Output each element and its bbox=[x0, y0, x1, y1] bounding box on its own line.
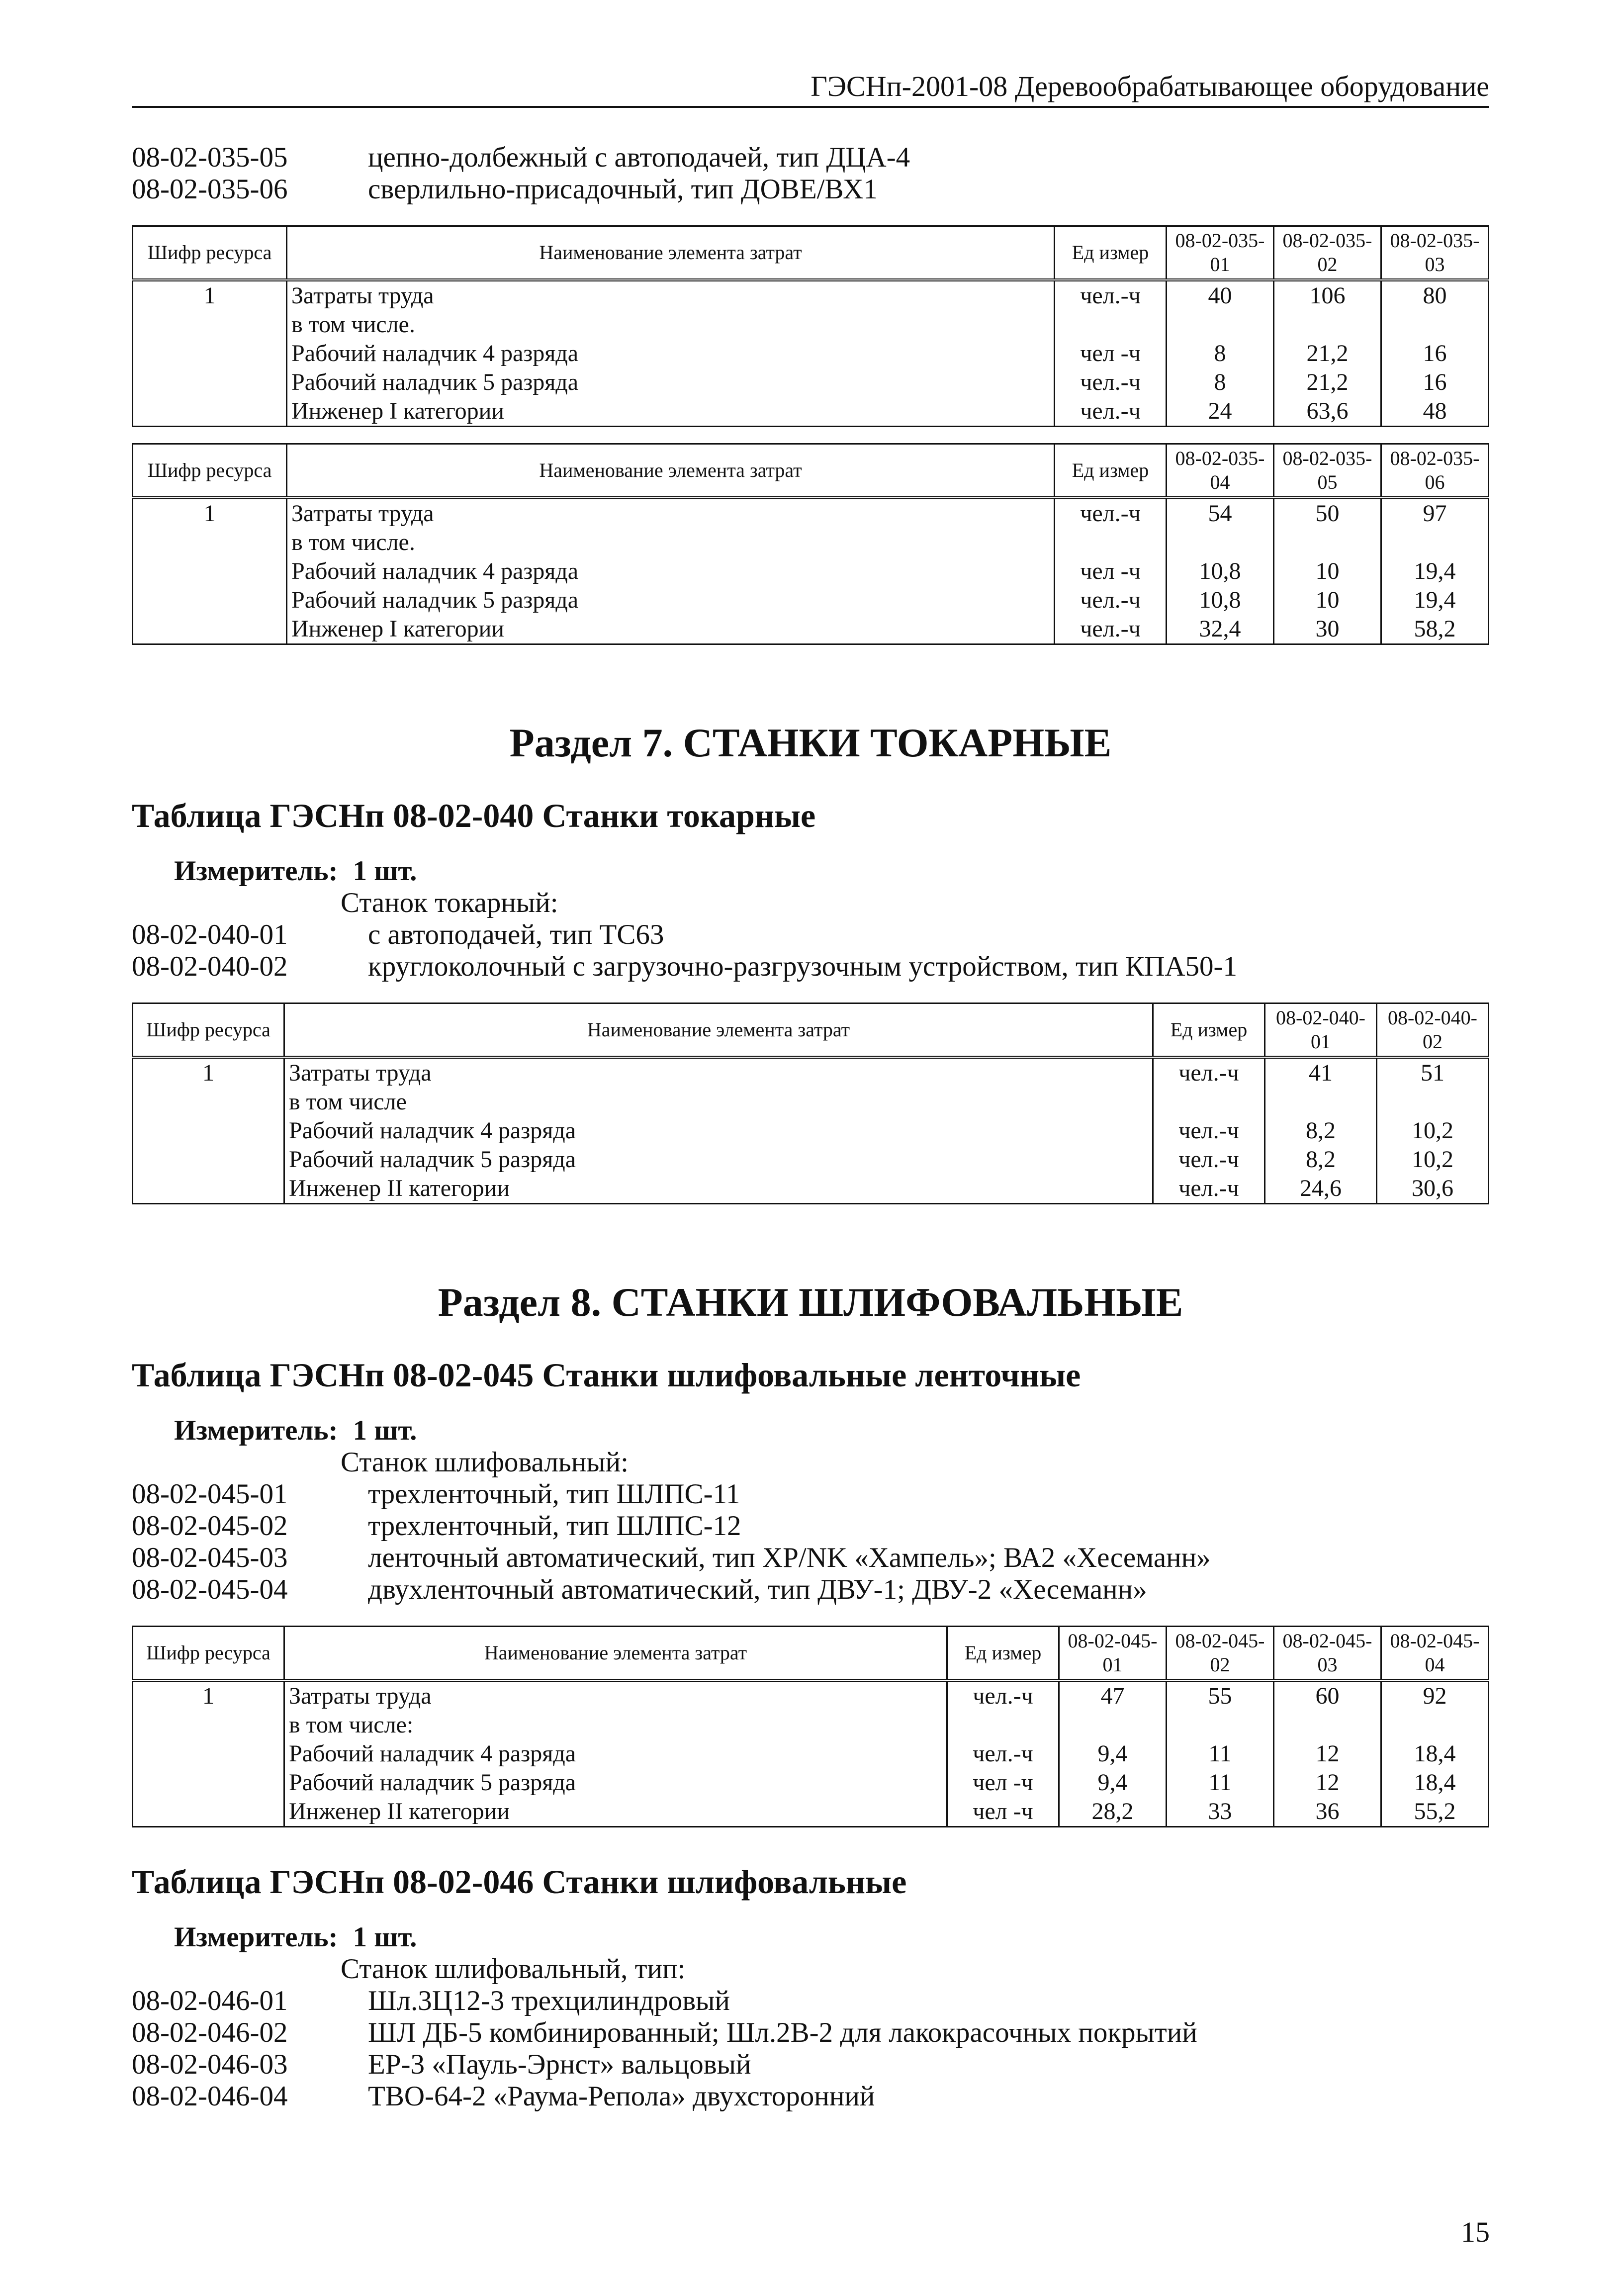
cell-name: в том числе bbox=[284, 1088, 1153, 1116]
cell-code bbox=[133, 397, 287, 427]
cell-value bbox=[1059, 1711, 1167, 1739]
code-line bbox=[132, 1542, 1489, 1574]
cell-value: 51 bbox=[1377, 1057, 1489, 1088]
cell-value: 8 bbox=[1167, 339, 1274, 368]
cell-value bbox=[1274, 1711, 1381, 1739]
table-header-row bbox=[133, 1627, 1489, 1681]
norm-description: круглоколочный с загрузочно-разгрузочным устройством, тип КПА50-1 bbox=[368, 951, 1238, 982]
cell-value: 28,2 bbox=[1059, 1797, 1167, 1827]
table-row bbox=[133, 1174, 1489, 1204]
cell-value: 24,6 bbox=[1265, 1174, 1377, 1204]
cell-code bbox=[133, 1088, 284, 1116]
cell-name: Затраты труда bbox=[287, 280, 1055, 310]
cell-name: Рабочий наладчик 4 разряда bbox=[284, 1739, 947, 1768]
table-row bbox=[133, 557, 1489, 586]
lead-line: Станок шлифовальный, тип: bbox=[341, 1953, 686, 1985]
cell-value: 18,4 bbox=[1381, 1739, 1489, 1768]
cell-unit bbox=[947, 1711, 1059, 1739]
cell-name: Затраты труда bbox=[284, 1057, 1153, 1088]
norm-code: 08-02-046-04 bbox=[132, 2081, 288, 2112]
cell-unit: чел.-ч bbox=[1153, 1116, 1265, 1145]
cell-value: 21,2 bbox=[1274, 339, 1381, 368]
col-header-norm: 08-02-035-06 bbox=[1381, 444, 1489, 498]
page-number: 15 bbox=[1461, 2216, 1490, 2248]
col-header-code: Шифр ресурса bbox=[133, 226, 287, 280]
norm-description: двухленточный автоматический, тип ДВУ-1; ДВУ-2 «Хесеманн» bbox=[368, 1574, 1147, 1605]
cell-value: 36 bbox=[1274, 1797, 1381, 1827]
col-header-norm: 08-02-045-03 bbox=[1274, 1627, 1381, 1681]
cell-value: 21,2 bbox=[1274, 368, 1381, 397]
cell-value: 19,4 bbox=[1381, 557, 1489, 586]
cell-code bbox=[133, 1739, 284, 1768]
cell-value: 9,4 bbox=[1059, 1768, 1167, 1797]
norm-description: сверлильно-присадочный, тип ДОВЕ/ВХ1 bbox=[368, 174, 878, 205]
table-header-row bbox=[133, 444, 1489, 498]
norm-description: ТВО-64-2 «Раума-Репола» двухсторонний bbox=[368, 2081, 875, 2112]
meter-line bbox=[132, 1415, 1489, 1447]
cell-value: 16 bbox=[1381, 368, 1489, 397]
cell-name: Рабочий наладчик 5 разряда bbox=[284, 1768, 947, 1797]
cell-name: Рабочий наладчик 5 разряда bbox=[284, 1145, 1153, 1174]
meter-line bbox=[132, 1921, 1489, 1953]
cell-unit: чел -ч bbox=[947, 1797, 1059, 1827]
cell-value: 10,8 bbox=[1167, 557, 1274, 586]
cell-code: 1 bbox=[133, 280, 287, 310]
section-title: Раздел 7. СТАНКИ ТОКАРНЫЕ bbox=[509, 720, 1112, 765]
cell-unit: чел.-ч bbox=[1153, 1174, 1265, 1204]
col-header-name: Наименование элемента затрат bbox=[284, 1627, 947, 1681]
resource-table-035-b bbox=[132, 443, 1489, 645]
cell-value: 8,2 bbox=[1265, 1145, 1377, 1174]
cell-unit: чел.-ч bbox=[1055, 280, 1167, 310]
col-header-unit: Ед измер bbox=[1055, 444, 1167, 498]
cell-value bbox=[1274, 310, 1381, 339]
cell-code bbox=[133, 1116, 284, 1145]
resource-table-035-a bbox=[132, 225, 1489, 427]
col-header-name: Наименование элемента затрат bbox=[287, 444, 1055, 498]
col-header-norm: 08-02-035-03 bbox=[1381, 226, 1489, 280]
code-line bbox=[132, 951, 1489, 983]
cell-name: Затраты труда bbox=[284, 1680, 947, 1711]
cell-value: 48 bbox=[1381, 397, 1489, 427]
cell-value: 55,2 bbox=[1381, 1797, 1489, 1827]
col-header-name: Наименование элемента затрат bbox=[284, 1003, 1153, 1058]
cell-value: 97 bbox=[1381, 498, 1489, 528]
lead-line: Станок токарный: bbox=[341, 887, 558, 918]
cell-value: 54 bbox=[1167, 498, 1274, 528]
cell-name: Инженер II категории bbox=[284, 1797, 947, 1827]
cell-code bbox=[133, 557, 287, 586]
cell-unit: чел.-ч bbox=[1055, 498, 1167, 528]
cell-value: 30 bbox=[1274, 615, 1381, 644]
cell-value bbox=[1167, 1711, 1274, 1739]
cell-unit: чел -ч bbox=[1055, 557, 1167, 586]
cell-value: 58,2 bbox=[1381, 615, 1489, 644]
cell-value bbox=[1381, 528, 1489, 557]
meter-label: Измеритель: bbox=[174, 855, 338, 887]
cell-value: 16 bbox=[1381, 339, 1489, 368]
cell-code bbox=[133, 1174, 284, 1204]
table-row bbox=[133, 586, 1489, 615]
cell-value bbox=[1381, 1711, 1489, 1739]
cell-code bbox=[133, 528, 287, 557]
cell-unit bbox=[1055, 310, 1167, 339]
norm-description: трехленточный, тип ШЛПС-12 bbox=[368, 1510, 741, 1542]
cell-value: 10 bbox=[1274, 557, 1381, 586]
col-header-code: Шифр ресурса bbox=[133, 1627, 284, 1681]
cell-value: 11 bbox=[1167, 1768, 1274, 1797]
cell-value: 10 bbox=[1274, 586, 1381, 615]
cell-value: 106 bbox=[1274, 280, 1381, 310]
col-header-norm: 08-02-045-01 bbox=[1059, 1627, 1167, 1681]
col-header-name: Наименование элемента затрат bbox=[287, 226, 1055, 280]
table-header-row bbox=[133, 1003, 1489, 1058]
cell-value: 24 bbox=[1167, 397, 1274, 427]
table-row bbox=[133, 615, 1489, 644]
table-row bbox=[133, 1711, 1489, 1739]
code-line bbox=[132, 142, 1489, 174]
table-row bbox=[133, 1088, 1489, 1116]
cell-value: 19,4 bbox=[1381, 586, 1489, 615]
norm-code: 08-02-045-01 bbox=[132, 1478, 288, 1510]
document-page bbox=[132, 70, 1489, 2112]
cell-value bbox=[1167, 310, 1274, 339]
meter-value: 1 шт. bbox=[353, 1921, 417, 1953]
cell-code bbox=[133, 1797, 284, 1827]
table-row bbox=[133, 368, 1489, 397]
code-line bbox=[132, 1478, 1489, 1510]
cell-value: 11 bbox=[1167, 1739, 1274, 1768]
cell-name: Инженер I категории bbox=[287, 397, 1055, 427]
norm-description: ленточный автоматический, тип XP/NK «Хампель»; ВА2 «Хесеманн» bbox=[368, 1542, 1211, 1573]
section-title: Раздел 8. СТАНКИ ШЛИФОВАЛЬНЫЕ bbox=[438, 1279, 1183, 1325]
norm-code: 08-02-046-03 bbox=[132, 2049, 288, 2080]
cell-value: 40 bbox=[1167, 280, 1274, 310]
meter-value: 1 шт. bbox=[353, 855, 417, 887]
cell-name: в том числе. bbox=[287, 528, 1055, 557]
code-line bbox=[132, 2081, 1489, 2112]
col-header-norm: 08-02-035-02 bbox=[1274, 226, 1381, 280]
cell-name: Рабочий наладчик 4 разряда bbox=[287, 339, 1055, 368]
cell-value: 92 bbox=[1381, 1680, 1489, 1711]
cell-value: 8,2 bbox=[1265, 1116, 1377, 1145]
cell-value: 32,4 bbox=[1167, 615, 1274, 644]
table-row bbox=[133, 280, 1489, 310]
norm-code: 08-02-035-05 bbox=[132, 142, 288, 173]
col-header-norm: 08-02-035-04 bbox=[1167, 444, 1274, 498]
meter-value: 1 шт. bbox=[353, 1415, 417, 1446]
table-row bbox=[133, 1680, 1489, 1711]
cell-code: 1 bbox=[133, 498, 287, 528]
norm-description: трехленточный, тип ШЛПС-11 bbox=[368, 1478, 740, 1510]
norm-code: 08-02-045-03 bbox=[132, 1542, 288, 1573]
cell-name: в том числе: bbox=[284, 1711, 947, 1739]
cell-unit: чел -ч bbox=[1055, 339, 1167, 368]
table-row bbox=[133, 1116, 1489, 1145]
cell-unit: чел.-ч bbox=[1055, 615, 1167, 644]
norm-description: ШЛ ДБ-5 комбинированный; Шл.2В-2 для лакокрасочных покрытий bbox=[368, 2017, 1197, 2048]
cell-code bbox=[133, 615, 287, 644]
cell-value: 41 bbox=[1265, 1057, 1377, 1088]
col-header-code: Шифр ресурса bbox=[133, 1003, 284, 1058]
cell-name: в том числе. bbox=[287, 310, 1055, 339]
cell-value: 30,6 bbox=[1377, 1174, 1489, 1204]
cell-name: Инженер II категории bbox=[284, 1174, 1153, 1204]
code-line bbox=[132, 2017, 1489, 2049]
cell-unit: чел.-ч bbox=[1055, 397, 1167, 427]
table-title: Таблица ГЭСНп 08-02-046 Станки шлифовальные bbox=[132, 1863, 907, 1901]
code-line bbox=[132, 1574, 1489, 1606]
col-header-code: Шифр ресурса bbox=[133, 444, 287, 498]
code-line bbox=[132, 919, 1489, 951]
cell-name: Затраты труда bbox=[287, 498, 1055, 528]
norm-code: 08-02-045-02 bbox=[132, 1510, 288, 1542]
cell-value: 12 bbox=[1274, 1739, 1381, 1768]
table-row bbox=[133, 339, 1489, 368]
norm-description: цепно-долбежный с автоподачей, тип ДЦА-4 bbox=[368, 142, 910, 173]
col-header-norm: 08-02-045-02 bbox=[1167, 1627, 1274, 1681]
cell-value: 8 bbox=[1167, 368, 1274, 397]
col-header-norm: 08-02-035-01 bbox=[1167, 226, 1274, 280]
resource-table-045 bbox=[132, 1626, 1489, 1827]
cell-unit: чел -ч bbox=[947, 1768, 1059, 1797]
norm-description: Шл.3Ц12-3 трехцилиндровый bbox=[368, 1985, 730, 2016]
cell-value bbox=[1167, 528, 1274, 557]
table-row bbox=[133, 1768, 1489, 1797]
cell-value bbox=[1274, 528, 1381, 557]
cell-value bbox=[1381, 310, 1489, 339]
cell-code bbox=[133, 1145, 284, 1174]
top-code-list bbox=[132, 142, 1489, 205]
norm-code: 08-02-045-04 bbox=[132, 1574, 288, 1605]
cell-unit bbox=[1153, 1088, 1265, 1116]
norm-code: 08-02-040-01 bbox=[132, 919, 288, 950]
cell-value: 55 bbox=[1167, 1680, 1274, 1711]
cell-value: 63,6 bbox=[1274, 397, 1381, 427]
cell-unit: чел.-ч bbox=[1153, 1057, 1265, 1088]
code-line bbox=[132, 174, 1489, 205]
cell-value: 12 bbox=[1274, 1768, 1381, 1797]
cell-name: Рабочий наладчик 4 разряда bbox=[287, 557, 1055, 586]
cell-value: 50 bbox=[1274, 498, 1381, 528]
cell-unit: чел.-ч bbox=[1153, 1145, 1265, 1174]
cell-unit: чел.-ч bbox=[1055, 368, 1167, 397]
code-line bbox=[132, 2049, 1489, 2081]
resource-table-040 bbox=[132, 1003, 1489, 1204]
table-row bbox=[133, 1057, 1489, 1088]
cell-unit: чел.-ч bbox=[1055, 586, 1167, 615]
cell-code bbox=[133, 1768, 284, 1797]
col-header-unit: Ед измер bbox=[1055, 226, 1167, 280]
norm-description: с автоподачей, тип ТС63 bbox=[368, 919, 664, 950]
cell-name: Рабочий наладчик 5 разряда bbox=[287, 586, 1055, 615]
cell-code: 1 bbox=[133, 1680, 284, 1711]
col-header-norm: 08-02-040-02 bbox=[1377, 1003, 1489, 1058]
cell-code: 1 bbox=[133, 1057, 284, 1088]
cell-value: 10,2 bbox=[1377, 1116, 1489, 1145]
table-row bbox=[133, 1739, 1489, 1768]
col-header-unit: Ед измер bbox=[947, 1627, 1059, 1681]
cell-name: Инженер I категории bbox=[287, 615, 1055, 644]
table-row bbox=[133, 310, 1489, 339]
cell-value: 10,8 bbox=[1167, 586, 1274, 615]
cell-unit: чел.-ч bbox=[947, 1680, 1059, 1711]
cell-value: 10,2 bbox=[1377, 1145, 1489, 1174]
col-header-norm: 08-02-035-05 bbox=[1274, 444, 1381, 498]
cell-unit bbox=[1055, 528, 1167, 557]
table-row bbox=[133, 397, 1489, 427]
norm-code: 08-02-046-01 bbox=[132, 1985, 288, 2016]
cell-value: 60 bbox=[1274, 1680, 1381, 1711]
code-line bbox=[132, 1985, 1489, 2017]
table-header-row bbox=[133, 226, 1489, 280]
cell-code bbox=[133, 368, 287, 397]
meter-label: Измеритель: bbox=[174, 1415, 338, 1446]
running-header: ГЭСНп-2001-08 Деревообрабатывающее оборудование bbox=[132, 70, 1489, 108]
norm-description: ЕР-3 «Пауль-Эрнст» вальцовый bbox=[368, 2049, 751, 2080]
cell-name: Рабочий наладчик 4 разряда bbox=[284, 1116, 1153, 1145]
code-line bbox=[132, 1510, 1489, 1542]
table-row bbox=[133, 498, 1489, 528]
table-row bbox=[133, 528, 1489, 557]
table-title: Таблица ГЭСНп 08-02-045 Станки шлифовальные ленточные bbox=[132, 1356, 1081, 1394]
col-header-unit: Ед измер bbox=[1153, 1003, 1265, 1058]
meter-line bbox=[132, 855, 1489, 887]
cell-code bbox=[133, 310, 287, 339]
table-row bbox=[133, 1145, 1489, 1174]
cell-value: 33 bbox=[1167, 1797, 1274, 1827]
cell-code bbox=[133, 586, 287, 615]
norm-code: 08-02-046-02 bbox=[132, 2017, 288, 2048]
meter-label: Измеритель: bbox=[174, 1921, 338, 1953]
col-header-norm: 08-02-045-04 bbox=[1381, 1627, 1489, 1681]
norm-code: 08-02-035-06 bbox=[132, 174, 288, 205]
cell-value bbox=[1265, 1088, 1377, 1116]
cell-value: 18,4 bbox=[1381, 1768, 1489, 1797]
norm-code: 08-02-040-02 bbox=[132, 951, 288, 982]
col-header-norm: 08-02-040-01 bbox=[1265, 1003, 1377, 1058]
lead-line: Станок шлифовальный: bbox=[341, 1447, 629, 1478]
cell-unit: чел.-ч bbox=[947, 1739, 1059, 1768]
table-row bbox=[133, 1797, 1489, 1827]
cell-code bbox=[133, 1711, 284, 1739]
table-title: Таблица ГЭСНп 08-02-040 Станки токарные bbox=[132, 797, 816, 834]
cell-value bbox=[1377, 1088, 1489, 1116]
cell-value: 80 bbox=[1381, 280, 1489, 310]
cell-name: Рабочий наладчик 5 разряда bbox=[287, 368, 1055, 397]
cell-code bbox=[133, 339, 287, 368]
cell-value: 47 bbox=[1059, 1680, 1167, 1711]
cell-value: 9,4 bbox=[1059, 1739, 1167, 1768]
